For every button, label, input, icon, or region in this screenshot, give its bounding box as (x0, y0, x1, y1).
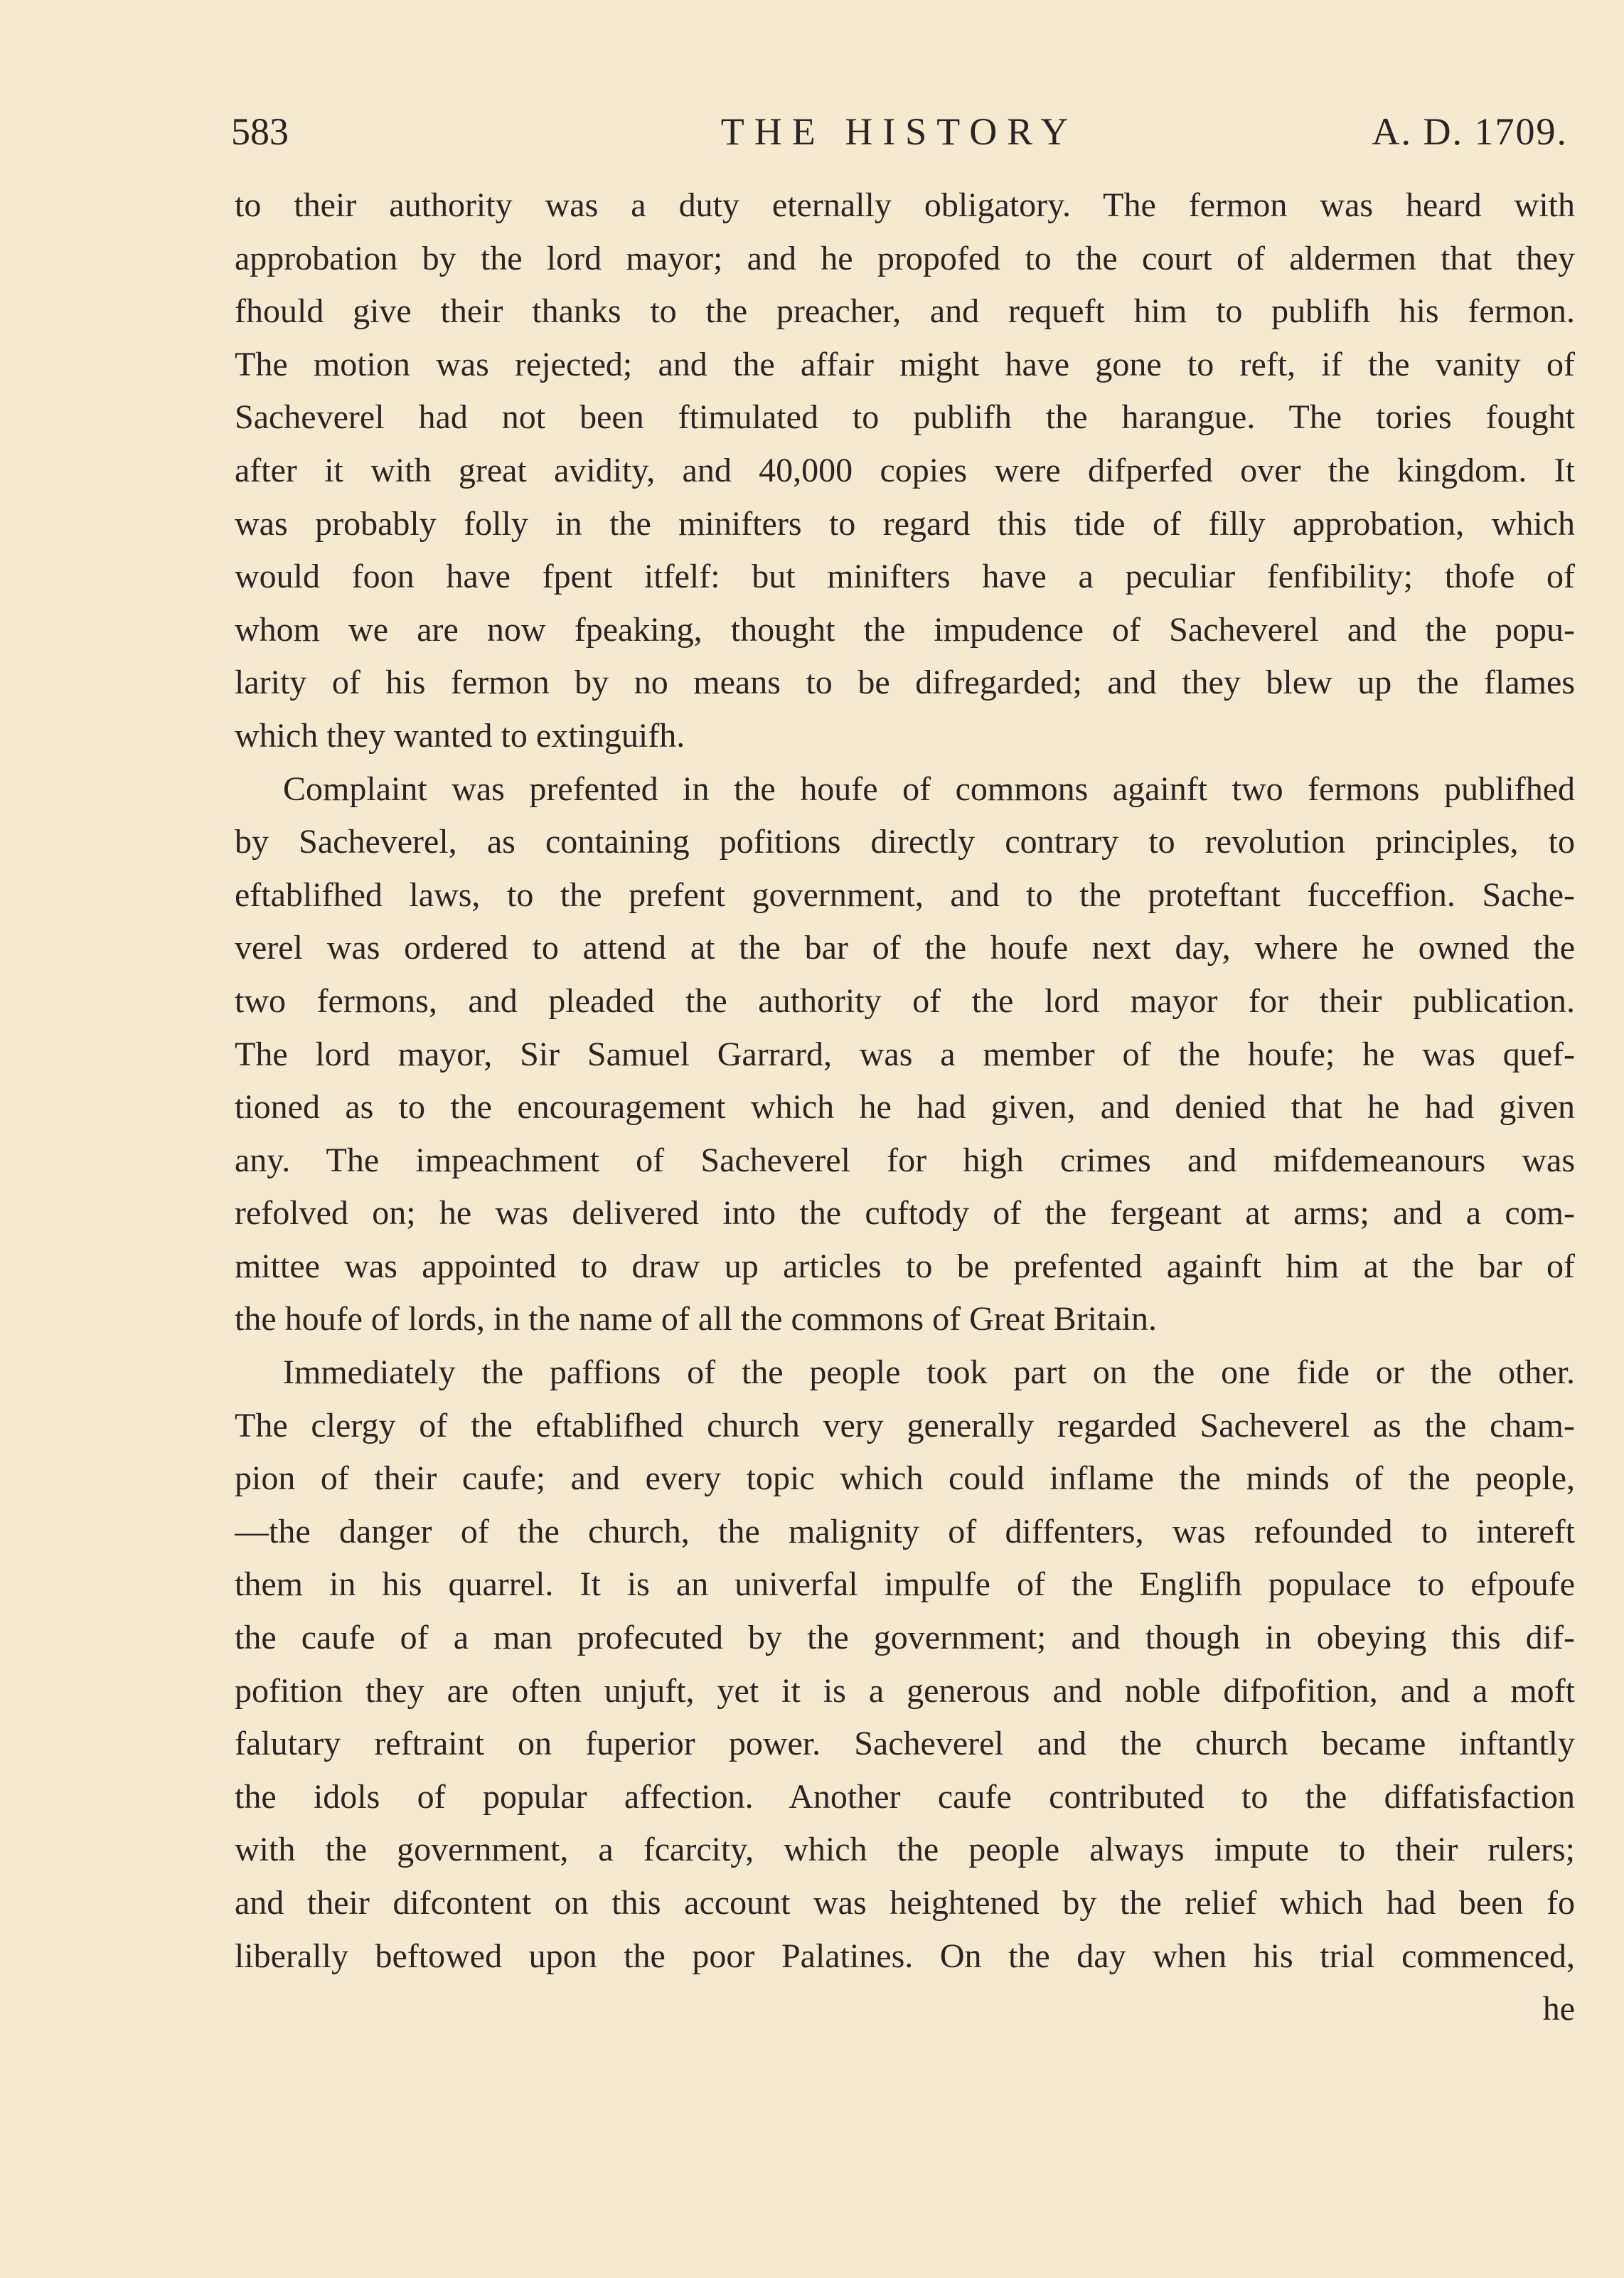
running-head (231, 107, 1568, 156)
text-line: larity of his fermon by no means to be difregarded; and they blew up the flames (235, 664, 1575, 702)
text-line: was probably folly in the minifters to regard this tide of filly approbation, which (235, 504, 1575, 543)
text-line: fhould give their thanks to the preacher, and requeft him to publifh his fermon. (235, 292, 1575, 331)
text-line: pofition they are often unjuft, yet it is a generous and noble difpofition, and a moft (235, 1671, 1575, 1710)
text-line: the idols of popular affection. Another caufe contributed to the diffatisfaction (235, 1777, 1575, 1816)
paragraph-3 (235, 1346, 1575, 1983)
text-line: which they wanted to extinguifh. (235, 716, 685, 755)
text-line: refolved on; he was delivered into the cuftody of the fergeant at arms; and a com- (235, 1194, 1575, 1233)
text-line: two fermons, and pleaded the authority of the lord mayor for their publication. (235, 981, 1575, 1020)
text-line: verel was ordered to attend at the bar of the houfe next day, where he owned the (235, 929, 1575, 967)
text-line: Sacheverel had not been ftimulated to publifh the harangue. The tories fought (235, 398, 1575, 437)
text-line: Complaint was prefented in the houfe of commons againft two fermons publifhed (283, 770, 1575, 808)
text-line: approbation by the lord mayor; and he propofed to the court of aldermen that they (235, 239, 1575, 277)
text-line: falutary reftraint on fuperior power. Sacheverel and the church became inftantly (235, 1725, 1575, 1763)
text-line: any. The impeachment of Sacheverel for high crimes and mifdemeanours was (235, 1141, 1575, 1179)
text-line: whom we are now fpeaking, thought the impudence of Sacheverel and the popu- (235, 610, 1575, 649)
text-line: mittee was appointed to draw up articles to be prefented againft him at the bar of (235, 1247, 1575, 1285)
paragraph-1 (235, 179, 1575, 763)
body-text (235, 179, 1575, 2036)
text-line: to their authority was a duty eternally obligatory. The fermon was heard with (235, 186, 1575, 224)
text-line: —the danger of the church, the malignity of diffenters, was refounded to intereft (235, 1512, 1575, 1550)
text-line: eftablifhed laws, to the prefent government, and to the proteftant fucceffion. Sache- (235, 875, 1575, 914)
page-number: 583 (231, 110, 289, 153)
text-line: pion of their caufe; and every topic which could inflame the minds of the people, (235, 1459, 1575, 1498)
text-line: tioned as to the encouragement which he had given, and denied that he had given (235, 1088, 1575, 1127)
text-line: after it with great avidity, and 40,000 copies were difperfed over the kingdom. It (235, 451, 1575, 489)
text-line: the houfe of lords, in the name of all the commons of Great Britain. (235, 1300, 1157, 1338)
text-line: and their difcontent on this account was heightened by the relief which had been fo (235, 1884, 1575, 1922)
catchword: he (1542, 1990, 1575, 2028)
running-year: A. D. 1709. (1372, 110, 1568, 153)
paragraph-2 (235, 763, 1575, 1347)
text-line: liberally beftowed upon the poor Palatines. On the day when his trial commenced, (235, 1937, 1575, 1975)
text-line: would foon have fpent itfelf: but minifters have a peculiar fenfibility; thofe of (235, 558, 1575, 596)
text-line: with the government, a fcarcity, which the people always impute to their rulers; (235, 1831, 1575, 1869)
running-title: THE HISTORY (720, 110, 1079, 153)
text-line: Immediately the paffions of the people took part on the one fide or the other. (283, 1353, 1575, 1392)
text-line: by Sacheverel, as containing pofitions directly contrary to revolution principles, to (235, 823, 1575, 861)
text-line: The clergy of the eftablifhed church very generally regarded Sacheverel as the cham- (235, 1406, 1575, 1444)
text-line: them in his quarrel. It is an univerfal impulfe of the Englifh populace to efpoufe (235, 1565, 1575, 1604)
text-line: the caufe of a man profecuted by the government; and though in obeying this dif- (235, 1619, 1575, 1657)
text-line: The motion was rejected; and the affair might have gone to reft, if the vanity of (235, 345, 1575, 383)
text-line: The lord mayor, Sir Samuel Garrard, was a member of the houfe; he was quef- (235, 1035, 1575, 1073)
